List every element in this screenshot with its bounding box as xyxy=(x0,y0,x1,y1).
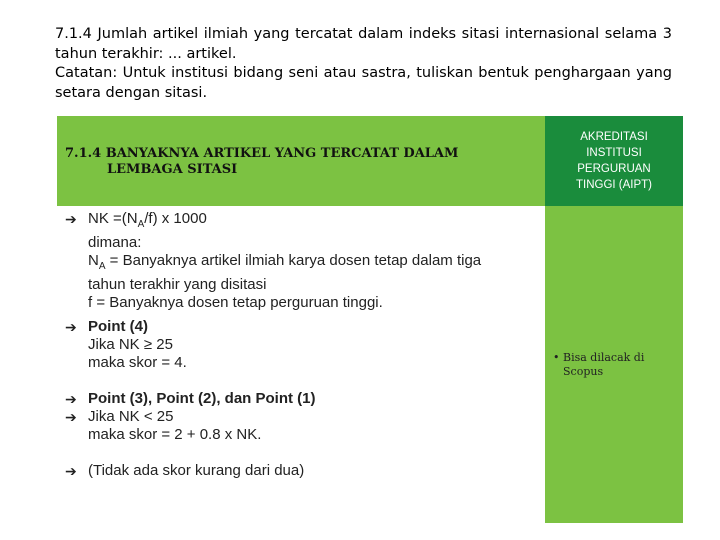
point-3-2-1-item xyxy=(65,390,315,408)
f-definition: f = Banyaknya dosen tetap perguruan tinggi. xyxy=(88,294,383,311)
side-bullet xyxy=(553,351,644,379)
badge-line-2: INSTITUSI xyxy=(586,147,642,159)
arrow-right-icon: ➔ xyxy=(65,391,77,407)
side-panel xyxy=(545,206,683,523)
formula-rest: /f) x 1000 xyxy=(144,210,207,227)
point-3-2-1-condition-item xyxy=(65,408,261,444)
arrow-right-icon: ➔ xyxy=(65,211,77,227)
slide-title-line-1: 7.1.4 BANYAKNYA ARTIKEL YANG TERCATAT DALAM xyxy=(65,146,459,161)
side-bullet-line-2: Scopus xyxy=(563,365,604,378)
point-4-title: Point (4) xyxy=(88,318,148,335)
minimum-score-note: (Tidak ada skor kurang dari dua) xyxy=(88,462,305,479)
slide-body xyxy=(57,206,545,523)
accreditation-badge xyxy=(545,116,683,206)
na-text: = Banyaknya artikel ilmiah karya dosen tetap dalam tiga xyxy=(105,252,482,269)
badge-line-1: AKREDITASI xyxy=(580,131,648,143)
slide-title-line-2: LEMBAGA SITASI xyxy=(107,162,238,177)
slide-title xyxy=(65,146,458,178)
na-subscript: A xyxy=(98,261,106,272)
formula-item xyxy=(65,210,481,312)
point-3-2-1-title: Point (3), Point (2), dan Point (1) xyxy=(88,390,316,407)
side-bullet-line-1: • Bisa dilacak di xyxy=(553,351,645,364)
intro-paragraph-2: Catatan: Untuk institusi bidang seni atau sastra, tuliskan bentuk penghargaan yang setara dengan sitasi. xyxy=(55,65,672,101)
formula-text: NK =(N xyxy=(88,210,138,227)
arrow-right-icon: ➔ xyxy=(65,409,77,425)
dimana-line: dimana: xyxy=(88,234,142,251)
point-4-item xyxy=(65,318,187,372)
badge-line-3: PERGURUAN xyxy=(577,163,651,175)
formula-line xyxy=(88,210,481,234)
formula-subscript: A xyxy=(137,219,145,230)
point-3-2-1-score: maka skor = 2 + 0.8 x NK. xyxy=(88,426,262,443)
intro-paragraph-1: 7.1.4 Jumlah artikel ilmiah yang tercatat dalam indeks sitasi internasional selama 3 tahun terakhir: ... artikel. xyxy=(55,26,672,62)
slide-image xyxy=(57,116,683,523)
arrow-right-icon: ➔ xyxy=(65,463,77,479)
arrow-right-icon: ➔ xyxy=(65,319,77,335)
point-4-score: maka skor = 4. xyxy=(88,354,187,371)
na-symbol: N xyxy=(88,252,99,269)
badge-line-4: TINGGI (AIPT) xyxy=(575,179,653,191)
na-definition xyxy=(88,252,481,276)
minimum-score-item xyxy=(65,462,304,480)
slide-header xyxy=(57,116,545,206)
intro-text xyxy=(55,25,672,103)
point-3-2-1-condition: Jika NK < 25 xyxy=(88,408,174,425)
na-definition-cont: tahun terakhir yang disitasi xyxy=(88,276,267,293)
point-4-condition: Jika NK ≥ 25 xyxy=(88,336,173,353)
